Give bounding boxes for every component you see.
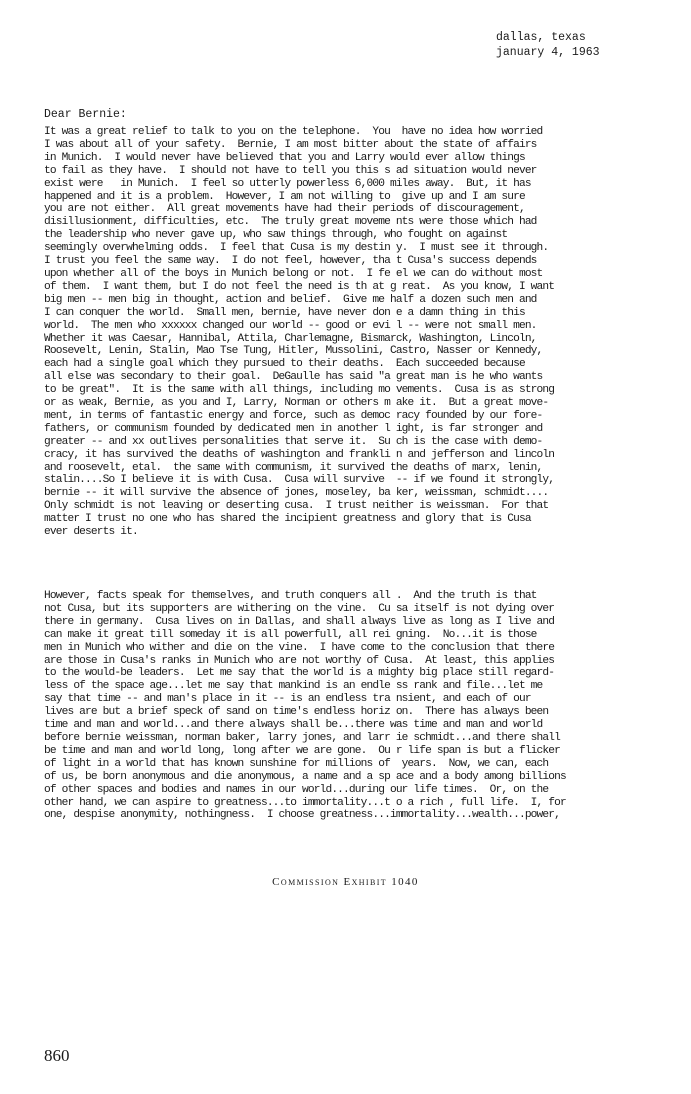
letter-date: january 4, 1963 — [496, 46, 600, 59]
letter-line: seemingly overwhelming odds. I feel that Cusa is my destin y. I must see it through. — [44, 242, 549, 255]
letter-line: big men -- men big in thought, action and belief. Give me half a dozen such men and — [44, 293, 537, 306]
letter-line: greater -- and xx outlives personalities that serve it. Su ch is the case with demo- — [44, 435, 543, 448]
letter-line: matter I trust no one who has shared the incipient greatness and glory that is Cusa — [44, 513, 531, 526]
page-number: 860 — [44, 1046, 70, 1065]
letter-line: I can conquer the world. Small men, bernie, have never don e a damn thing in this — [44, 306, 525, 319]
letter-line: Only schmidt is not leaving or deserting cusa. I trust neither is weissman. For that — [44, 500, 549, 513]
letter-line: can make it great till someday it is all powerfull, all rei gning. No...it is those — [44, 628, 537, 641]
letter-line: time and man and world...and there always shall be...there was time and man and world — [44, 719, 543, 732]
letter-line: I was about all of your safety. Bernie, I am most bitter about the state of affairs — [44, 138, 537, 151]
letter-line: to be great". It is the same with all things, including mo vements. Cusa is as strong — [44, 384, 555, 397]
letter-line: Whether it was Caesar, Hannibal, Attila, Charlemagne, Bismarck, Washington, Lincoln, — [44, 332, 537, 345]
letter-paragraph-1 — [44, 126, 554, 539]
letter-line: cracy, it has survived the deaths of washington and frankli n and jefferson and lincoln — [44, 448, 555, 461]
letter-line: men in Munich who wither and die on the vine. I have come to the conclusion that there — [44, 641, 555, 654]
letter-line: world. The men who xxxxxx changed our world -- good or evi l -- were not small men. — [44, 319, 537, 332]
letter-paragraph-2 — [44, 590, 566, 822]
letter-line: disillusionment, difficulties, etc. The truly great moveme nts were those which had — [44, 216, 537, 229]
letter-line: not Cusa, but its supporters are withering on the vine. Cu sa itself is not dying over — [44, 602, 555, 615]
letter-line: of us, be born anonymous and die anonymous, a name and a sp ace and a body among billions — [44, 770, 566, 783]
letter-line: to the would-be leaders. Let me say that the world is a mighty big place still regard- — [44, 667, 555, 680]
letter-line: to fail as they have. I should not have to tell you this s ad situation would never — [44, 164, 537, 177]
letter-line: there in germany. Cusa lives on in Dallas, and shall always live as long as I live and — [44, 615, 555, 628]
letter-line: be time and man and world long, long after we are gone. Ou r life span is but a flicker — [44, 744, 560, 757]
letter-line: However, facts speak for themselves, and truth conquers all . And the truth is that — [44, 590, 537, 602]
exhibit-label: Commission Exhibit 1040 — [272, 876, 419, 888]
letter-line: I trust you feel the same way. I do not feel, however, tha t Cusa's success depends — [44, 255, 537, 268]
letter-line: bernie -- it will survive the absence of jones, moseley, ba ker, weissman, schmidt.... — [44, 487, 549, 500]
letter-line: in Munich. I would never have believed that you and Larry would ever allow things — [44, 151, 525, 164]
letter-line: you are not either. All great movements have had their periods of discouragement, — [44, 203, 525, 216]
letter-line: stalin....So I believe it is with Cusa. Cusa will survive -- if we found it strongly, — [44, 474, 555, 487]
salutation: Dear Bernie: — [44, 108, 127, 121]
letter-line: It was a great relief to talk to you on the telephone. You have no idea how worried — [44, 126, 543, 138]
dateline — [496, 30, 600, 60]
letter-line: of other spaces and bodies and names in our world...during our life times. Or, on the — [44, 783, 549, 796]
letter-line: exist were in Munich. I feel so utterly powerless 6,000 miles away. But, it has — [44, 177, 531, 190]
letter-line: one, despise anonymity, nothingness. I choose greatness...immortality...wealth...power, — [44, 809, 560, 822]
letter-line: less of the space age...let me say that mankind is an endle ss rank and file...let me — [44, 680, 543, 693]
letter-line: fathers, or communism founded by dedicated men in another l ight, is far stronger and — [44, 422, 543, 435]
letter-line: lives are but a brief speck of sand on time's endless horiz on. There has always been — [44, 706, 549, 719]
letter-line: of them. I want them, but I do not feel the need is th at g reat. As you know, I want — [44, 280, 555, 293]
letter-line: ment, in terms of fantastic energy and force, such as democ racy founded by our fore- — [44, 409, 543, 422]
letter-line: upon whether all of the boys in Munich belong or not. I fe el we can do without most — [44, 267, 543, 280]
letter-line: and roosevelt, etal. the same with communism, it survived the deaths of marx, lenin, — [44, 461, 543, 474]
letter-line: happened and it is a problem. However, I am not willing to give up and I am sure — [44, 190, 525, 203]
letter-line: before bernie weissman, norman baker, larry jones, and larr ie schmidt...and there shall — [44, 731, 560, 744]
letter-line: Roosevelt, Lenin, Stalin, Mao Tse Tung, Hitler, Mussolini, Castro, Nasser or Kennedy, — [44, 345, 543, 358]
letter-line: other hand, we can aspire to greatness...to immortality...t o a rich , full life. I, for — [44, 796, 566, 809]
letter-line: all else was secondary to their goal. DeGaulle has said "a great man is he who wants — [44, 371, 543, 384]
letter-line: the leadership who never gave up, who saw things through, who fought on against — [44, 229, 508, 242]
letter-line: ever deserts it. — [44, 526, 138, 539]
letter-line: each had a single goal which they pursued to their deaths. Each succeeded because — [44, 358, 525, 371]
letter-place: dallas, texas — [496, 31, 586, 44]
letter-line: of light in a world that has known sunshine for millions of years. Now, we can, each — [44, 757, 549, 770]
letter-line: are those in Cusa's ranks in Munich who are not worthy of Cusa. At least, this applies — [44, 654, 555, 667]
letter-line: say that time -- and man's place in it -- is an endless tra nsient, and each of our — [44, 693, 531, 706]
letter-line: or as weak, Bernie, as you and I, Larry, Norman or others m ake it. But a great move- — [44, 397, 549, 410]
